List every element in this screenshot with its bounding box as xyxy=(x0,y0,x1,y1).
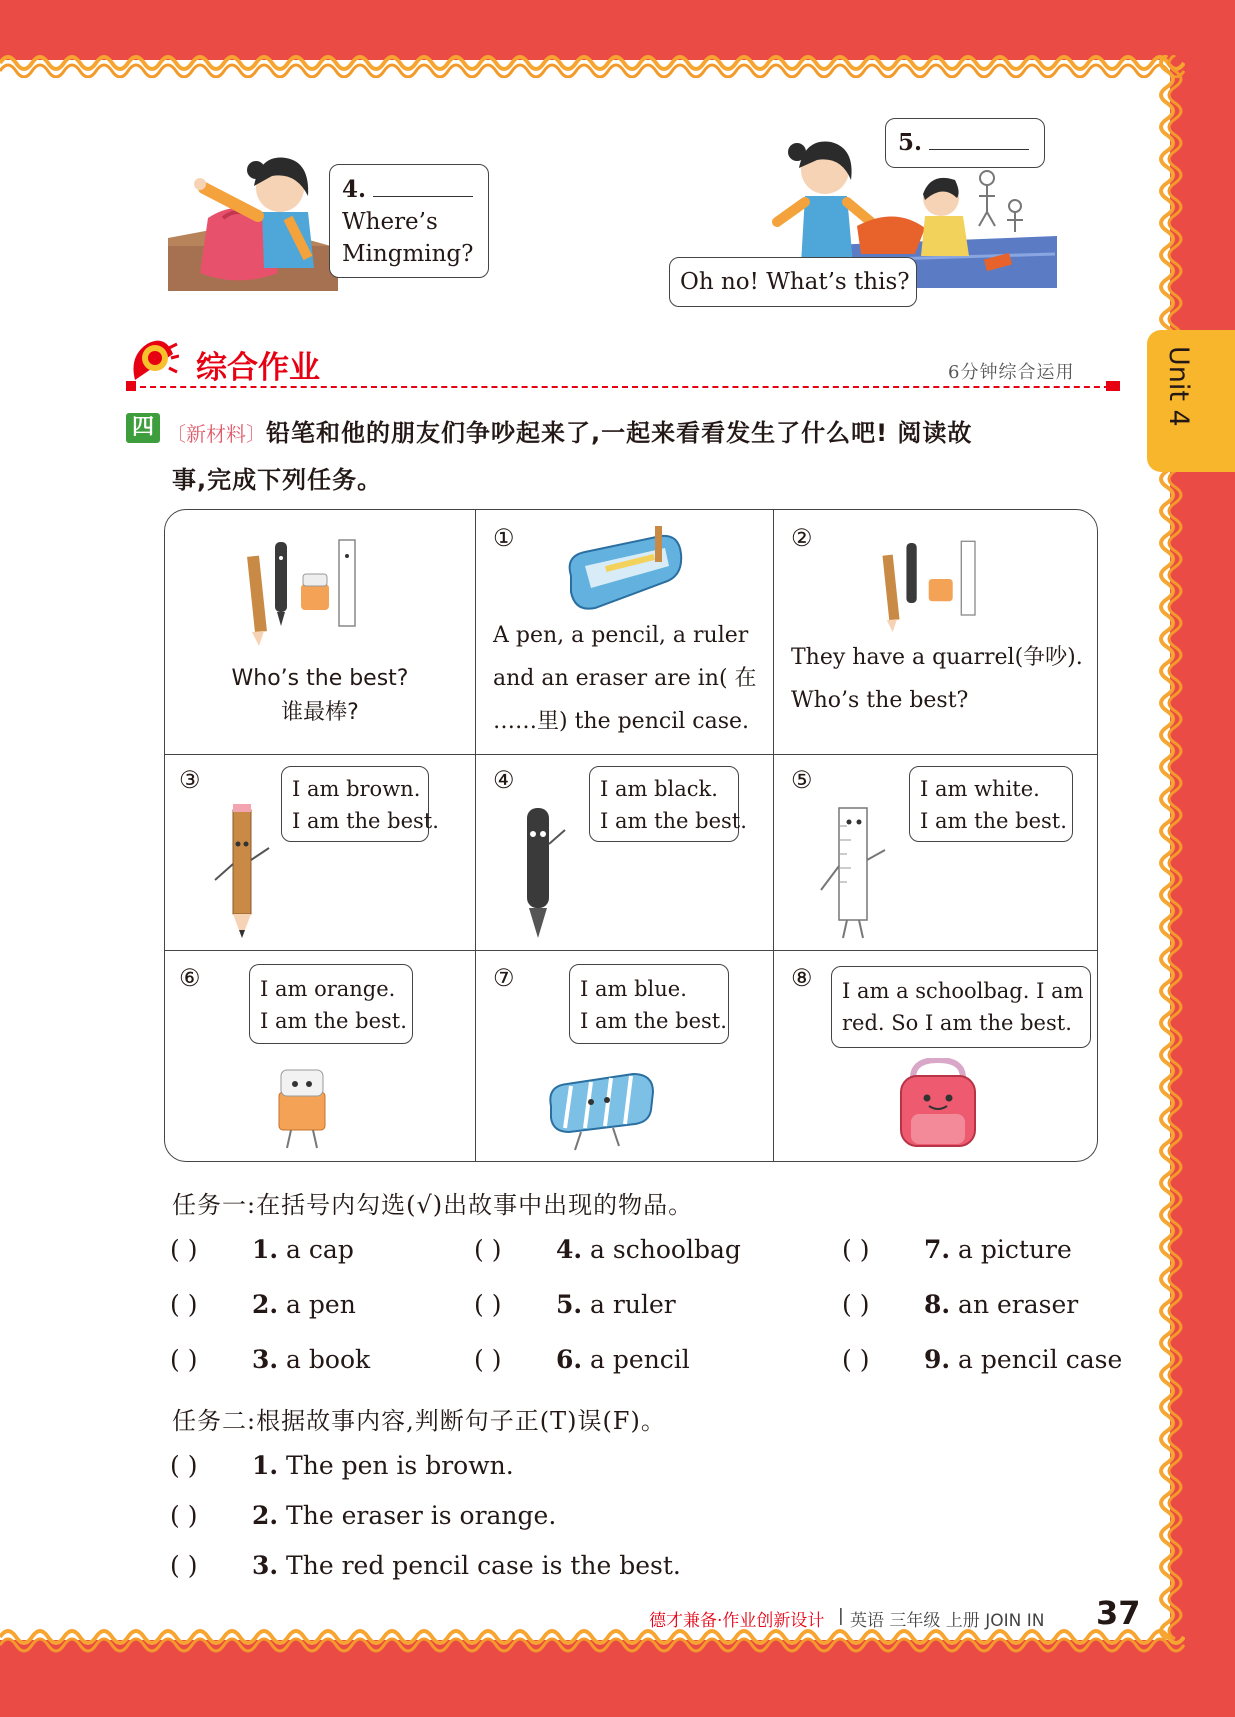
question-line-1: 铅笔和他的朋友们争吵起来了,一起来看看发生了什么吧! 阅读故 xyxy=(266,419,973,447)
bubble-4-line-1: Where’s xyxy=(342,209,438,235)
wave-border-bottom xyxy=(0,1628,1185,1658)
wave-border-right xyxy=(1155,55,1189,1645)
story-grid xyxy=(164,509,1098,1162)
task1-item-2-answer[interactable]: ( ) xyxy=(170,1290,198,1319)
footer-brand: 德才兼备·作业创新设计 xyxy=(649,1611,825,1631)
task1-item-9-answer[interactable]: ( ) xyxy=(842,1345,870,1374)
cell-5-line-1: I am white. xyxy=(920,777,1040,801)
blue-pencil-case-illustration xyxy=(541,1066,659,1152)
footer-separator: | xyxy=(838,1606,844,1626)
task1-item-4-answer[interactable]: ( ) xyxy=(474,1235,502,1264)
task1-item-2: ( ) 2. a pen xyxy=(170,1290,356,1319)
section-title: 综合作业 xyxy=(196,350,320,386)
task1-item-9: ( ) 9. a pencil case xyxy=(842,1345,1123,1374)
stationery-group-illustration xyxy=(243,536,383,646)
cell-6-number: ⑥ xyxy=(179,964,201,992)
footer-info: 英语 三年级 上册 JOIN IN xyxy=(850,1611,1045,1631)
cell-5-bubble xyxy=(909,766,1073,842)
wave-border-top xyxy=(0,48,1185,78)
task2-item-2-answer[interactable]: ( ) xyxy=(170,1501,198,1530)
task1-item-4: ( ) 4. a schoolbag xyxy=(474,1235,741,1264)
answer-blank-5[interactable] xyxy=(929,130,1029,150)
task2-heading: 任务二:根据故事内容,判断句子正(T)误(F)。 xyxy=(172,1407,666,1435)
task2-item-1-answer[interactable]: ( ) xyxy=(170,1451,198,1480)
cell-8-bubble xyxy=(831,966,1091,1048)
cell-6-line-1: I am orange. xyxy=(260,977,396,1001)
bubble-oh-no-text: Oh no! What’s this? xyxy=(680,269,910,295)
cell-2-line-1: They have a quarrel(争吵). xyxy=(791,645,1083,670)
task1-item-8: ( ) 8. an eraser xyxy=(842,1290,1079,1319)
task1-item-8-answer[interactable]: ( ) xyxy=(842,1290,870,1319)
task1-item-7: ( ) 7. a picture xyxy=(842,1235,1072,1264)
page-number: 37 xyxy=(1096,1594,1141,1632)
cell-5-line-2: I am the best. xyxy=(920,809,1067,833)
task1-item-6: ( ) 6. a pencil xyxy=(474,1345,690,1374)
cell-7-line-2: I am the best. xyxy=(580,1009,727,1033)
bubble-oh-no xyxy=(669,257,917,307)
cell-1-line-3: ……里) the pencil case. xyxy=(493,709,749,734)
divider-end-left xyxy=(126,381,136,391)
cell-8-number: ⑧ xyxy=(791,964,813,992)
cell-1-line-1: A pen, a pencil, a ruler xyxy=(493,623,749,648)
cell-6-line-2: I am the best. xyxy=(260,1009,407,1033)
cell-1-number: ① xyxy=(493,524,515,552)
bubble-5 xyxy=(885,118,1045,168)
red-schoolbag-illustration xyxy=(893,1058,983,1154)
task2-item-1: ( ) 1. The pen is brown. xyxy=(170,1451,514,1480)
section-divider xyxy=(130,386,1120,388)
unit-side-tab xyxy=(1147,330,1235,472)
task1-item-1: ( ) 1. a cap xyxy=(170,1235,354,1264)
bubble-4 xyxy=(329,164,489,278)
task1-item-5: ( ) 5. a ruler xyxy=(474,1290,676,1319)
bubble-5-number: 5. xyxy=(898,129,923,156)
task1-item-1-answer[interactable]: ( ) xyxy=(170,1235,198,1264)
cell-5-number: ⑤ xyxy=(791,766,813,794)
task1-item-5-answer[interactable]: ( ) xyxy=(474,1290,502,1319)
stationery-quarrel-illustration xyxy=(879,536,999,634)
task1-item-3: ( ) 3. a book xyxy=(170,1345,371,1374)
cell-1-line-2: and an eraser are in( 在 xyxy=(493,666,757,691)
cell-4-line-1: I am black. xyxy=(600,777,718,801)
pencil-case-illustration xyxy=(565,526,683,618)
question-tag: 〔新材料〕 xyxy=(166,422,266,446)
cell-3-line-2: I am the best. xyxy=(292,809,439,833)
task2-item-2: ( ) 2. The eraser is orange. xyxy=(170,1501,557,1530)
cell-4-number: ④ xyxy=(493,766,515,794)
cell-7-bubble xyxy=(569,964,729,1044)
orange-eraser-illustration xyxy=(265,1064,339,1152)
task1-heading: 任务一:在括号内勾选(√)出故事中出现的物品。 xyxy=(172,1191,694,1219)
cell-0-line-1: Who’s the best? xyxy=(231,666,409,691)
white-ruler-illustration xyxy=(817,806,891,942)
cell-3-line-1: I am brown. xyxy=(292,777,421,801)
grid-divider-v2 xyxy=(773,510,774,1161)
grid-divider-h1 xyxy=(165,754,1097,755)
cell-4-bubble xyxy=(589,766,747,842)
divider-end-right xyxy=(1106,381,1120,391)
cell-8-line-2: red. So I am the best. xyxy=(842,1011,1072,1035)
black-pen-illustration xyxy=(511,804,567,944)
cell-4-line-2: I am the best. xyxy=(600,809,747,833)
answer-blank-4[interactable] xyxy=(373,177,473,197)
task1-item-6-answer[interactable]: ( ) xyxy=(474,1345,502,1374)
task2-item-3-answer[interactable]: ( ) xyxy=(170,1551,198,1580)
bubble-4-line-2: Mingming? xyxy=(342,241,474,267)
question-number-badge: 四 xyxy=(126,413,160,443)
unit-side-tab-label: Unit 4 xyxy=(1163,346,1194,427)
task1-item-3-answer[interactable]: ( ) xyxy=(170,1345,198,1374)
question-line-2: 事,完成下列任务。 xyxy=(172,466,383,494)
section-subtitle: 6分钟综合运用 xyxy=(948,362,1075,383)
brown-pencil-illustration xyxy=(209,804,279,944)
cell-7-line-1: I am blue. xyxy=(580,977,687,1001)
cell-8-line-1: I am a schoolbag. I am xyxy=(842,979,1084,1003)
bubble-4-number: 4. xyxy=(342,176,367,203)
cell-2-line-2: Who’s the best? xyxy=(791,688,969,713)
cell-7-number: ⑦ xyxy=(493,964,515,992)
cell-6-bubble xyxy=(249,964,413,1044)
cell-0-line-2: 谁最棒? xyxy=(281,700,359,725)
grid-divider-v1 xyxy=(475,510,476,1161)
task2-item-3: ( ) 3. The red pencil case is the best. xyxy=(170,1551,681,1580)
grid-divider-h2 xyxy=(165,950,1097,951)
girl-with-schoolbag-illustration xyxy=(168,148,338,291)
task1-item-7-answer[interactable]: ( ) xyxy=(842,1235,870,1264)
cell-2-number: ② xyxy=(791,524,813,552)
section-mascot-icon xyxy=(127,336,179,384)
cell-3-number: ③ xyxy=(179,766,201,794)
cell-3-bubble xyxy=(281,766,439,842)
